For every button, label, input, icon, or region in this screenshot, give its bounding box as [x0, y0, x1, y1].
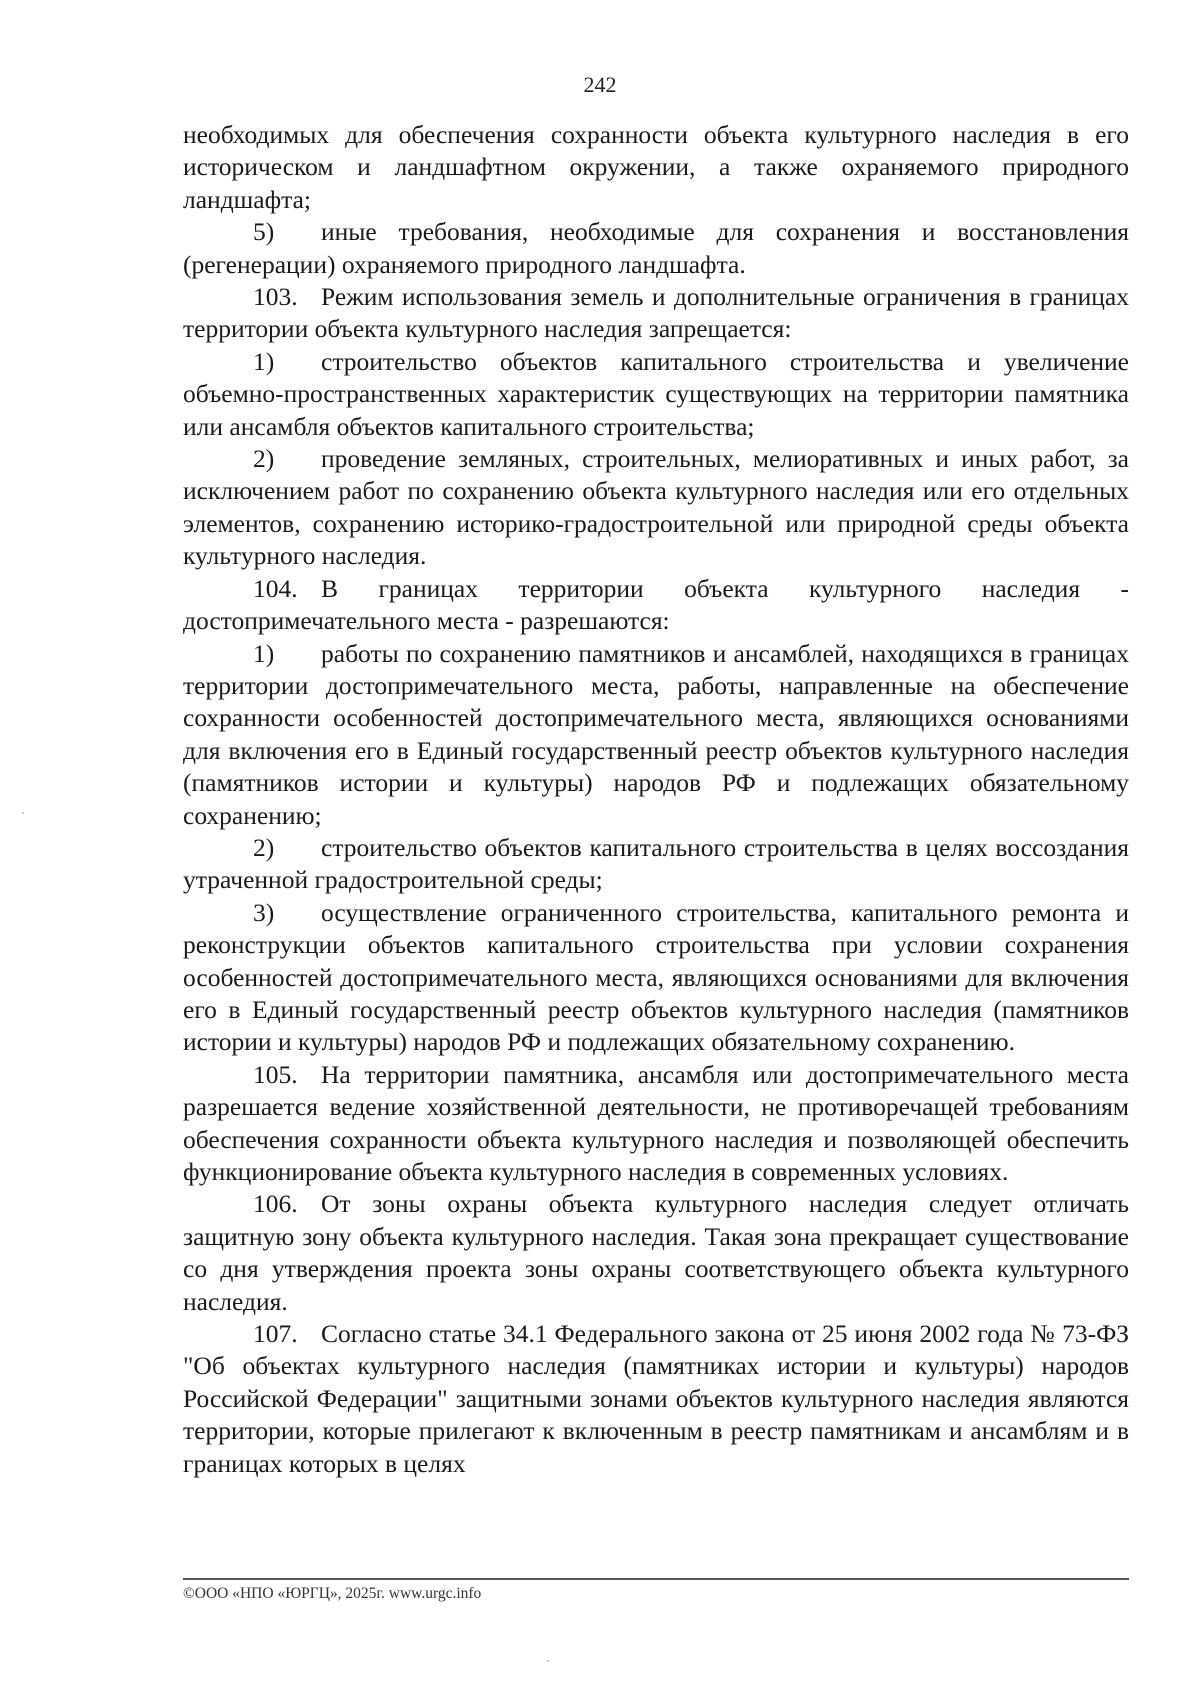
list-item-number: 1): [253, 346, 275, 376]
clause-number: 103.: [253, 282, 298, 312]
list-item-paragraph: [183, 638, 1129, 832]
clause-paragraph: [183, 1318, 1129, 1480]
paragraph-text: иные требования, необходимые для сохранения и восстановления (регенерации) охраняемого природного ландшафта.: [183, 217, 1129, 279]
scan-speck: [22, 812, 24, 814]
clause-paragraph: [183, 1188, 1129, 1318]
list-item-number: 2): [253, 444, 275, 474]
clause-number: 107.: [253, 1319, 298, 1349]
clause-number: 105.: [253, 1059, 298, 1089]
paragraph-text: Режим использования земель и дополнительные ограничения в границах территории объекта культурного наследия запрещается:: [183, 282, 1129, 344]
list-item-paragraph: [183, 897, 1129, 1059]
paragraph-text: На территории памятника, ансамбля или достопримечательного места разрешается ведение хозяйственной деятельности, не противоречащей требованиям обеспечения сохранности объекта культурного наследия и позволяющей обеспечить функционирование объекта культурного наследия в современных условиях.: [183, 1059, 1129, 1186]
footer-copyright: ©ООО «НПО «ЮРГЦ», 2025г. www.urgc.info: [183, 1585, 482, 1602]
list-item-number: 5): [253, 217, 275, 247]
page-number: 242: [583, 72, 617, 97]
clause-paragraph: [183, 1059, 1129, 1189]
paragraph-text: осуществление ограниченного строительства, капитального ремонта и реконструкции объектов капитального строительства при условии сохранения особенностей достопримечательного места, являющихся основаниями для включения его в Единый государственный реестр объектов культурного наследия (памятников истории и культуры) народов РФ и подлежащих обязательному сохранению.: [183, 897, 1129, 1057]
paragraph-text: В границах территории объекта культурного наследия - достопримечательного места - разрешаются:: [183, 573, 1129, 636]
clause-number: 106.: [253, 1189, 298, 1219]
paragraph-text: От зоны охраны объекта культурного наследия следует отличать защитную зону объекта культурного наследия. Такая зона прекращает существование со дня утверждения проекта зоны охраны соответствующего объекта культурного наследия.: [183, 1189, 1129, 1316]
paragraph-text: проведение земляных, строительных, мелиоративных и иных работ, за исключением работ по сохранению объекта культурного наследия или его отдельных элементов, сохранению историко-градостроительной или природной среды объекта культурного наследия.: [183, 444, 1129, 571]
paragraph-text: работы по сохранению памятников и ансамблей, находящихся в границах территории достопримечательного места, работы, направленные на обеспечение сохранности особенностей достопримечательного места, являющихся основаниями для включения его в Единый государственный реестр объектов культурного наследия (памятников истории и культуры) народов РФ и подлежащих обязательному сохранению;: [183, 638, 1129, 830]
paragraph-text: необходимых для обеспечения сохранности объекта культурного наследия в его историческом и ландшафтном окружении, а также охраняемого природного ландшафта;: [183, 120, 1129, 214]
paragraph-text: Согласно статье 34.1 Федерального закона от 25 июня 2002 года № 73-ФЗ "Об объектах культурного наследия (памятниках истории и культуры) народов Российской Федерации" защитными зонами объектов культурного наследия являются территории, которые прилегают к включенным в реестр памятникам и ансамблям и в границах которых в целях: [183, 1319, 1129, 1478]
footer-divider: [183, 1578, 1129, 1580]
clause-number: 104.: [253, 573, 298, 603]
document-body: [183, 119, 1129, 1480]
list-item-paragraph: [183, 346, 1129, 443]
list-item-paragraph: [183, 216, 1129, 281]
list-item-number: 3): [253, 897, 275, 927]
paragraph-continuation: [183, 119, 1129, 216]
list-item-paragraph: [183, 443, 1129, 573]
list-item-number: 1): [253, 638, 275, 668]
paragraph-text: строительство объектов капитального строительства в целях воссоздания утраченной градостроительной среды;: [183, 832, 1129, 895]
clause-paragraph: [183, 573, 1129, 638]
list-item-paragraph: [183, 832, 1129, 897]
scan-speck: [547, 1660, 549, 1662]
paragraph-text: строительство объектов капитального строительства и увеличение объемно-пространственных характеристик существующих на территории памятника или ансамбля объектов капитального строительства;: [183, 346, 1129, 441]
list-item-number: 2): [253, 832, 275, 862]
clause-paragraph: [183, 281, 1129, 346]
